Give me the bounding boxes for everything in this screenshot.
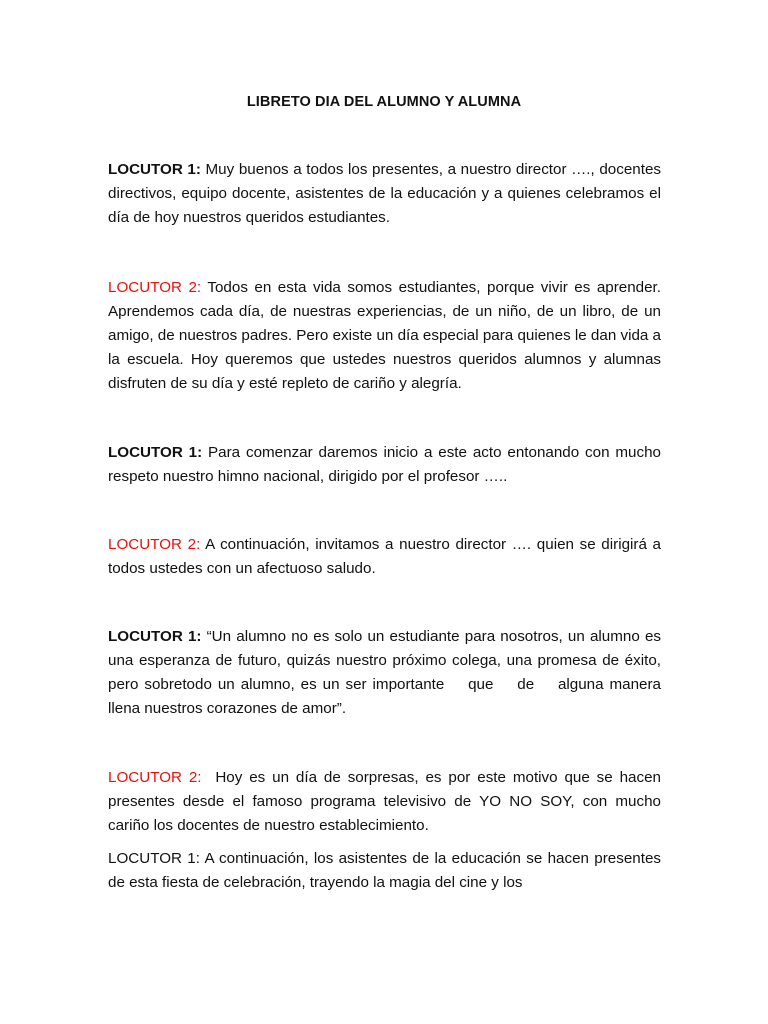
speaker-label: LOCUTOR 2: xyxy=(108,536,201,553)
paragraph-text: A continuación, invitamos a nuestro director …. quien se dirigirá a todos ustedes con un afectuoso saludo. xyxy=(108,536,661,577)
speaker-label: LOCUTOR 2: xyxy=(108,769,202,786)
paragraph-text: Hoy es un día de sorpresas, es por este motivo que se hacen presentes desde el famoso programa televisivo de YO NO SOY, con mucho cariño los docentes de nuestro establecimiento. xyxy=(108,769,666,834)
paragraph-text: Muy buenos a todos los presentes, a nuestro director …., docentes directivos, equipo docente, asistentes de la educación y a quienes celebramos el día de hoy nuestros queridos estudiantes. xyxy=(108,161,661,226)
speaker-label: LOCUTOR 1: xyxy=(108,628,202,645)
paragraph-text: Todos en esta vida somos estudiantes, porque vivir es aprender. Aprendemos cada día, de nuestras experiencias, de un niño, de un libro, de un amigo, de nuestros padres. Pero existe un día especial para quienes le dan vida a la escuela. Hoy queremos que ustedes nuestros queridos alumnos y alumnas disfruten de su día y esté repleto de cariño y alegría. xyxy=(108,279,662,392)
script-paragraph-7 xyxy=(108,847,661,895)
paragraph-text: “Un alumno no es solo un estudiante para nosotros, un alumno es una esperanza de futuro, quizás nuestro próximo colega, una promesa de éxito, pero sobretodo un alumno, es un ser importante que de alguna manera llena nuestros corazones de amor”. xyxy=(108,628,666,717)
speaker-label: LOCUTOR 2: xyxy=(108,279,202,296)
script-paragraph-3 xyxy=(108,441,661,489)
script-paragraph-4 xyxy=(108,533,661,581)
speaker-label: LOCUTOR 1: xyxy=(108,444,203,461)
paragraph-text: Para comenzar daremos inicio a este acto entonando con mucho respeto nuestro himno nacional, dirigido por el profesor ….. xyxy=(108,444,661,485)
speaker-label: LOCUTOR 1: xyxy=(108,850,200,867)
script-paragraph-1 xyxy=(108,158,661,230)
script-paragraph-5 xyxy=(108,625,666,721)
paragraph-text: A continuación, los asistentes de la educación se hacen presentes de esta fiesta de celebración, trayendo la magia del cine y los xyxy=(108,850,661,891)
script-paragraph-2 xyxy=(108,276,661,396)
document-title: LIBRETO DIA DEL ALUMNO Y ALUMNA xyxy=(246,94,522,110)
speaker-label: LOCUTOR 1: xyxy=(108,161,201,178)
script-paragraph-6 xyxy=(108,766,666,838)
